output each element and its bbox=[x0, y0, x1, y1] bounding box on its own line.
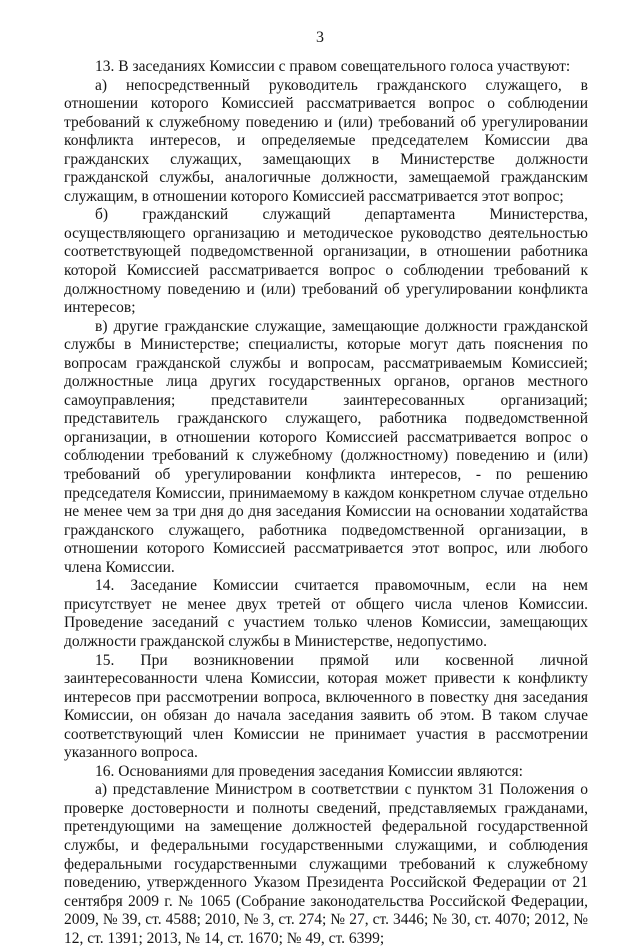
paragraph-13-a: а) непосредственный руководитель гражданского служащего, в отношении которого Комиссией рассматривается вопрос о соблюдении требований к служебному поведению и (или) требований об урегулировании конфликта интересов, и определяемые председателем Комиссии два гражданских служащих, замещающих в Министерстве должности гражданской службы, аналогичные должности, замещаемой гражданским служащим, в отношении которого Комиссией рассматривается этот вопрос; bbox=[64, 76, 588, 205]
document-body bbox=[64, 58, 588, 948]
paragraph-13-intro: 13. В заседаниях Комиссии с правом совещательного голоса участвуют: bbox=[95, 58, 571, 75]
paragraph-16-intro: 16. Основаниями для проведения заседания Комиссии являются: bbox=[95, 762, 523, 780]
paragraph-13-b: б) гражданский служащий департамента Министерства, осуществляющего организацию и методическое руководство деятельностью соответствующей подведомственной организации, в отношении работника которой Комиссией рассматривается вопрос о соблюдении требований к должностному поведению и (или) требований об урегулировании конфликта интересов; bbox=[64, 206, 588, 317]
paragraph-13-v: в) другие гражданские служащие, замещающие должности гражданской службы в Министерстве; специалисты, которые могут дать пояснения по вопросам гражданской службы и вопросам, рассматриваемым Комиссией; должностные лица других государственных органов, органов местного самоуправления; представители заинтересованных организаций; представитель гражданского служащего, работника подведомственной организации, в отношении которого Комиссией рассматривается вопрос о соблюдении требований к служебному (должностному) поведению и (или) требований об урегулировании конфликта интересов, - по решению председателя Комиссии, принимаемому в каждом конкретном случае отдельно не менее чем за три дня до дня заседания Комиссии на основании ходатайства гражданского служащего, работника подведомственной организации, в отношении которого Комиссией рассматривается этот вопрос, или любого члена Комиссии. bbox=[64, 317, 588, 576]
paragraph-16-a: а) представление Министром в соответствии с пунктом 31 Положения о проверке достоверности и полноты сведений, представляемых гражданами, претендующими на замещение должностей федеральной государственной службы, и федеральными государственными служащими, и соблюдения федеральными государственными служащими требований к служебному поведению, утвержденного Указом Президента Российской Федерации от 21 сентября 2009 г. № 1065 (Собрание законодательства Российской Федерации, 2009, № 39, ст. 4588; 2010, № 3, ст. 274; № 27, ст. 3446; № 30, ст. 4070; 2012, № 12, ст. 1391; 2013, № 14, ст. 1670; № 49, ст. 6399; bbox=[64, 781, 588, 947]
paragraph-14: 14. Заседание Комиссии считается правомочным, если на нем присутствует не менее двух третей от общего числа членов Комиссии. Проведение заседаний с участием только членов Комиссии, замещающих должности гражданской службы в Министерстве, недопустимо. bbox=[64, 577, 588, 650]
page-number: 3 bbox=[316, 29, 324, 46]
paragraph-15: 15. При возникновении прямой или косвенной личной заинтересованности члена Комиссии, которая может привести к конфликту интересов при рассмотрении вопроса, включенного в повестку дня заседания Комиссии, он обязан до начала заседания заявить об этом. В таком случае соответствующий член Комиссии не принимает участия в рассмотрении указанного вопроса. bbox=[64, 651, 588, 762]
